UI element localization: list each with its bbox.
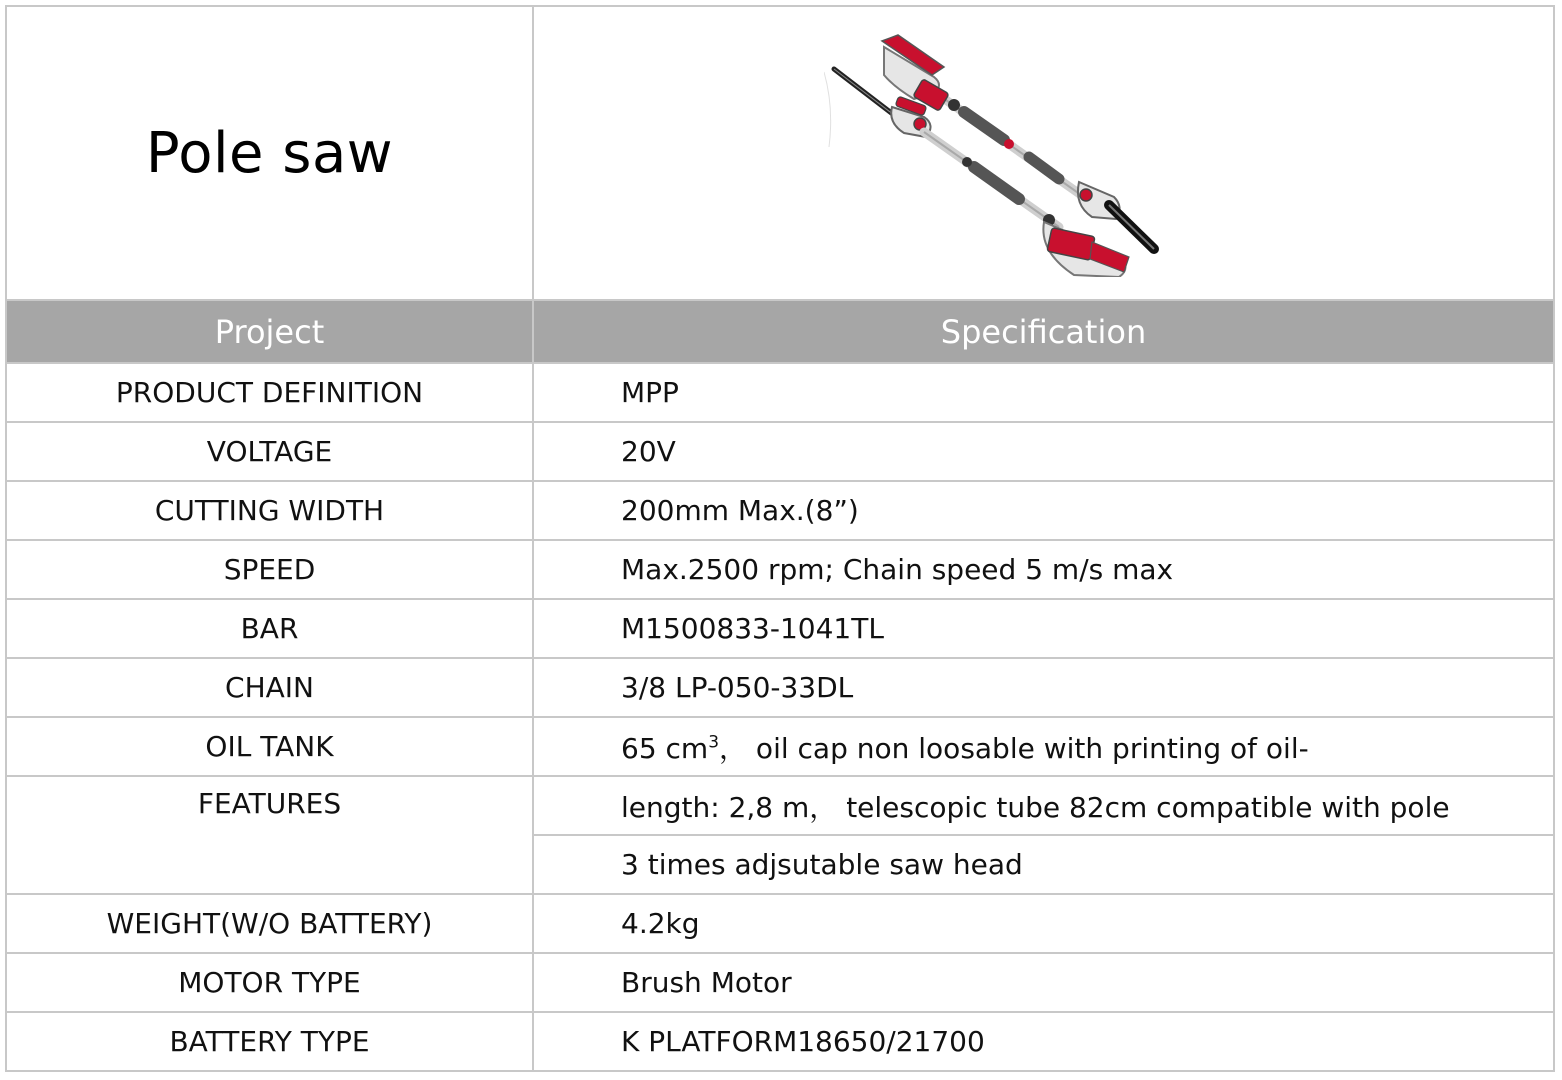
spec-value: Brush Motor xyxy=(533,953,1554,1012)
table-row xyxy=(6,422,1554,481)
header-project: Project xyxy=(6,300,533,363)
spec-table xyxy=(5,5,1555,1072)
table-row xyxy=(6,599,1554,658)
table-row xyxy=(6,481,1554,540)
spec-label: VOLTAGE xyxy=(6,422,533,481)
table-header xyxy=(6,300,1554,363)
spec-label: WEIGHT(W/O BATTERY) xyxy=(6,894,533,953)
table-row xyxy=(6,1012,1554,1071)
product-image-cell xyxy=(533,6,1554,300)
table-row xyxy=(6,894,1554,953)
spec-value: 3/8 LP-050-33DL xyxy=(533,658,1554,717)
oil-tank-unit-exponent: 3 xyxy=(708,732,720,753)
oil-tank-volume: 65 cm xyxy=(621,731,709,765)
header-specification: Specification xyxy=(533,300,1554,363)
spec-label: CUTTING WIDTH xyxy=(6,481,533,540)
spec-label: FEATURES xyxy=(6,776,533,894)
spec-label: CHAIN xyxy=(6,658,533,717)
spec-value: 3 times adjsutable saw head xyxy=(533,835,1554,894)
table-row xyxy=(6,540,1554,599)
table-row xyxy=(6,776,1554,835)
spec-label: BATTERY TYPE xyxy=(6,1012,533,1071)
upper-saw-icon xyxy=(882,35,1154,249)
spec-label: BAR xyxy=(6,599,533,658)
spec-value: Max.2500 rpm; Chain speed 5 m/s max xyxy=(533,540,1554,599)
table-row xyxy=(6,363,1554,422)
oil-tank-description: ， oil cap non loosable with printing of oil- xyxy=(719,731,1309,765)
spec-value: 200mm Max.(8”) xyxy=(533,481,1554,540)
table-row xyxy=(6,717,1554,776)
spec-value: M1500833-1041TL xyxy=(533,599,1554,658)
table-row xyxy=(6,953,1554,1012)
spec-value: 4.2kg xyxy=(533,894,1554,953)
spec-value xyxy=(533,717,1554,776)
spec-label: SPEED xyxy=(6,540,533,599)
pole-saw-icon xyxy=(824,27,1184,277)
spec-label: PRODUCT DEFINITION xyxy=(6,363,533,422)
spec-value: K PLATFORM18650/21700 xyxy=(533,1012,1554,1071)
spec-value: 20V xyxy=(533,422,1554,481)
spec-label: MOTOR TYPE xyxy=(6,953,533,1012)
spec-label: OIL TANK xyxy=(6,717,533,776)
product-title: Pole saw xyxy=(6,6,533,300)
lower-saw-icon xyxy=(834,69,1129,277)
spec-value: length: 2,8 m， telescopic tube 82cm compatible with pole xyxy=(533,776,1554,835)
title-row xyxy=(6,6,1554,300)
table-row xyxy=(6,658,1554,717)
spec-value: MPP xyxy=(533,363,1554,422)
